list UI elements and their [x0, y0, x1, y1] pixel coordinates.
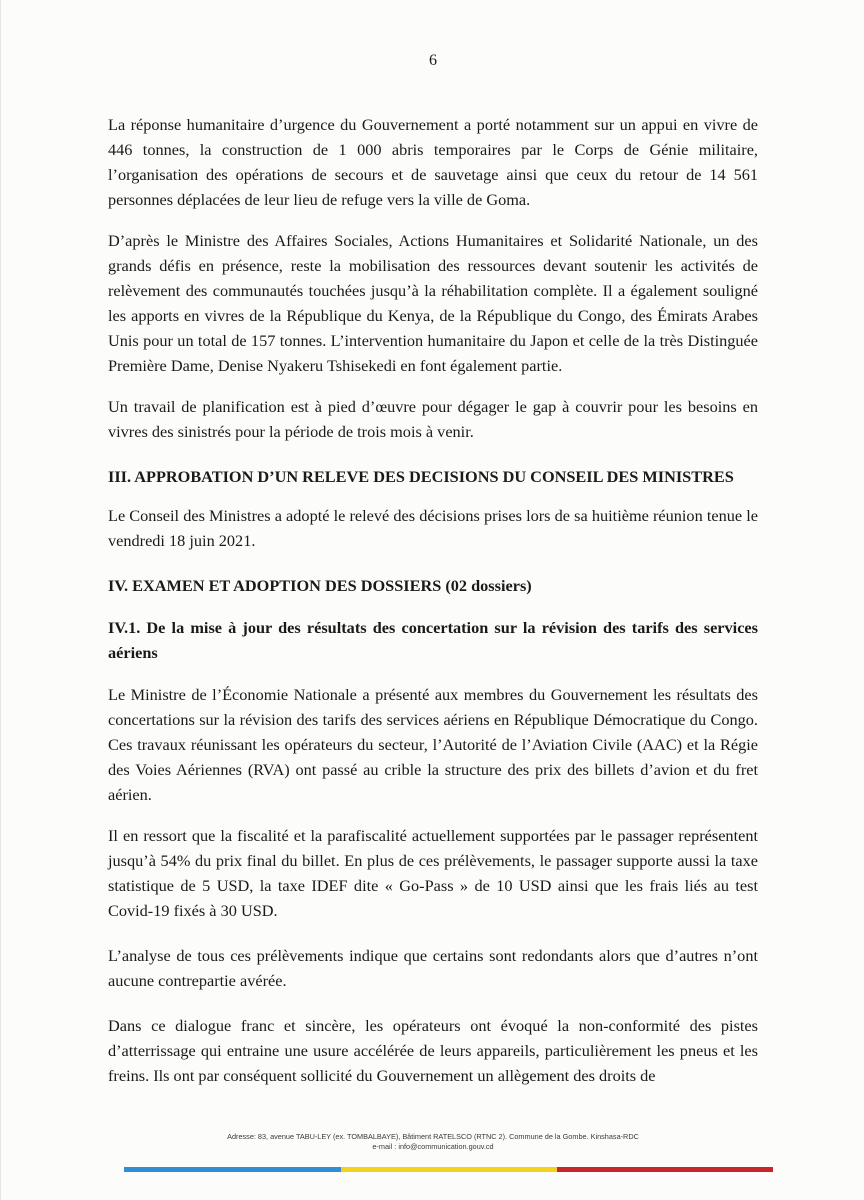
- section-4-heading: IV. EXAMEN ET ADOPTION DES DOSSIERS (02 dossiers): [108, 576, 532, 595]
- section-3-text: Le Conseil des Ministres a adopté le relevé des décisions prises lors de sa huitième réunion tenue le vendredi 18 juin 2021.: [108, 506, 758, 550]
- flag-bar-blue: [124, 1167, 341, 1172]
- paragraph-minister-social-affairs: D’après le Ministre des Affaires Sociales, Actions Humanitaires et Solidarité Nationale, un des grands défis en présence, reste la mobilisation des ressources devant soutenir les activités de relèvement des communautés touchées jusqu’à la réhabilitation complète. Il a également souligné les apports en vivres de la République du Kenya, de la République du Congo, des Émirats Arabes Unis pour un total de 157 tonnes. L’intervention humanitaire du Japon et celle de la très Distinguée Première Dame, Denise Nyakeru Tshisekedi en font également partie.: [108, 231, 758, 375]
- footer-address: Adresse: 83, avenue TABU-LEY (ex. TOMBALBAYE), Bâtiment RATELSCO (RTNC 2). Commune de la Gombe. Kinshasa-RDC: [227, 1132, 639, 1141]
- section-3-heading: III. APPROBATION D’UN RELEVE DES DECISIONS DU CONSEIL DES MINISTRES: [108, 467, 734, 486]
- document-body: [108, 112, 758, 1104]
- section-4-1-subheading: IV.1. De la mise à jour des résultats des concertation sur la révision des tarifs des services aériens: [108, 618, 758, 662]
- paragraph-dialogue: Dans ce dialogue franc et sincère, les opérateurs ont évoqué la non-conformité des pistes d’atterrissage qui entraine une usure accélérée de leurs appareils, particulièrement les pneus et les freins. Ils ont par conséquent sollicité du Gouvernement un allègement des droits de: [108, 1016, 758, 1085]
- flag-bar-yellow: [341, 1167, 557, 1172]
- paragraph-fiscal-charges: Il en ressort que la fiscalité et la parafiscalité actuellement supportées par le passager représentent jusqu’à 54% du prix final du billet. En plus de ces prélèvements, le passager supporte aussi la taxe statistique de 5 USD, la taxe IDEF dite « Go-Pass » de 10 USD ainsi que les frais liés au test Covid-19 fixés à 30 USD.: [108, 826, 758, 920]
- paragraph-planning: Un travail de planification est à pied d’œuvre pour dégager le gap à couvrir pour les besoins en vivres des sinistrés pour la période de trois mois à venir.: [108, 397, 758, 441]
- flag-color-bar: [124, 1167, 773, 1172]
- page-number: 6: [429, 52, 437, 69]
- paragraph-minister-economy: Le Ministre de l’Économie Nationale a présenté aux membres du Gouvernement les résultats des concertations sur la révision des tarifs des services aériens en République Démocratique du Congo. Ces travaux réunissant les opérateurs du secteur, l’Autorité de l’Aviation Civile (AAC) et la Régie des Voies Aériennes (RVA) ont passé au crible la structure des prix des billets d’avion et du fret aérien.: [108, 685, 758, 804]
- footer-email: e-mail : info@communication.gouv.cd: [372, 1142, 494, 1151]
- flag-bar-red: [557, 1167, 773, 1172]
- paragraph-humanitarian-response: La réponse humanitaire d’urgence du Gouvernement a porté notamment sur un appui en vivre de 446 tonnes, la construction de 1 000 abris temporaires par le Corps de Génie militaire, l’organisation des opérations de secours et de sauvetage ainsi que ceux du retour de 14 561 personnes déplacées de leur lieu de refuge vers la ville de Goma.: [108, 115, 758, 209]
- footer: [1, 1132, 864, 1152]
- paragraph-analysis: L’analyse de tous ces prélèvements indique que certains sont redondants alors que d’autres n’ont aucune contrepartie avérée.: [108, 946, 758, 990]
